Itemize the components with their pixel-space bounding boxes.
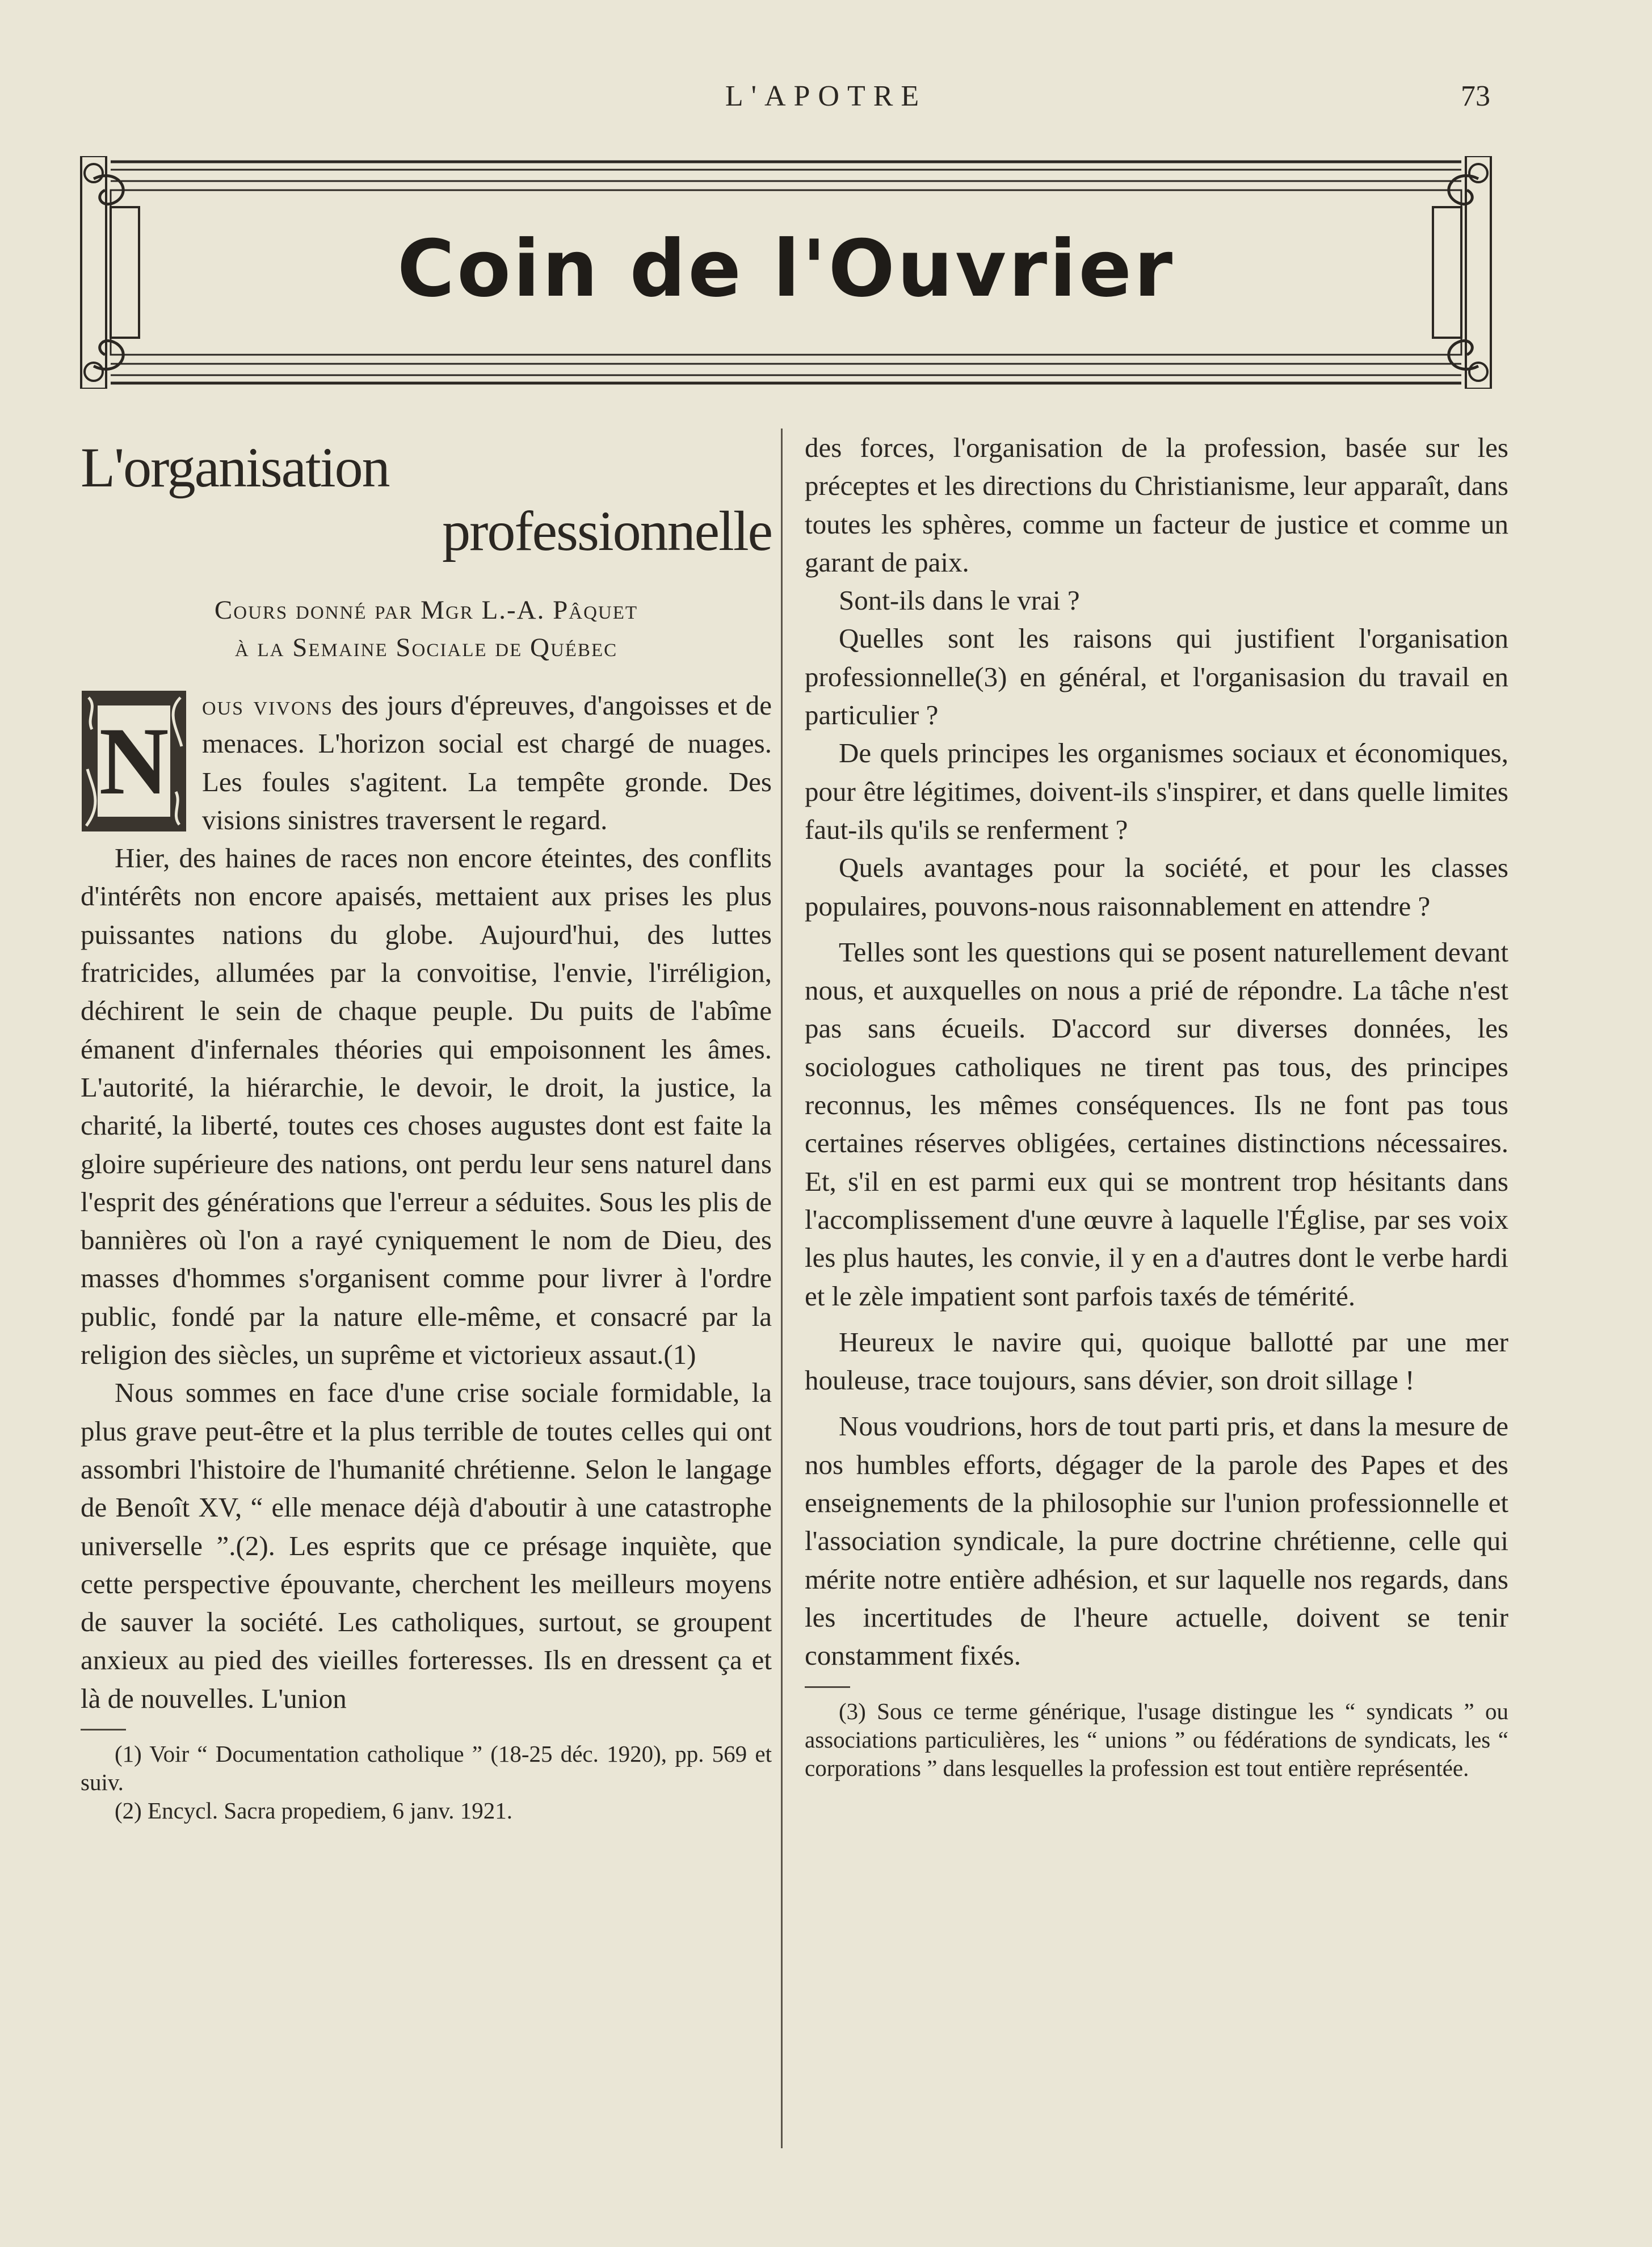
paragraph: des forces, l'organisation de la profession, basée sur les préceptes et les directions du Christianisme, leur apparaît, dans toutes les sphères, comme un facteur de justice et comme un garant de paix. [805,432,1508,578]
article-title [81,436,772,563]
paragraph: De quels principes les organismes sociaux et économiques, pour être légitimes, doivent-ils s'inspirer, et dans quelle limites faut-ils qu'ils se renferment ? [805,737,1508,845]
paragraph-lead-text: des jours d'épreuves, d'angoisses et de menaces. L'horizon social est chargé de nuages. Les foules s'agitent. La tempête gronde. Des visions sinistres traversent le regard. [202,690,772,835]
footnote-rule [805,1686,850,1688]
dropcap-letter: N [99,708,169,814]
paragraph-lead [81,686,772,839]
paragraph: Quelles sont les raisons qui justifient l'organisation professionnelle(3) en général, et l'organisasion du travail en particulier ? [805,623,1508,731]
paragraph: Nous sommes en face d'une crise sociale formidable, la plus grave peut-être et la plus terrible de toutes celles qui ont assombri l'histoire de l'humanité chrétienne. Selon le langage de Benoît XV, “ elle menace déjà d'aboutir à une catastrophe universelle ”.(2). Les esprits que ce présage inquiète, que cette perspective épouvante, cherchent les meilleurs moyens de sauver la société. Les catholiques, surtout, se groupent anxieux au pied des vieilles forteresses. Ils en dressent ça et là de nouvelles. L'union [81,1377,772,1714]
paragraph: Sont-ils dans le vrai ? [839,585,1080,616]
article-title-line1: L'organisation [81,436,389,499]
right-column [805,429,1508,1782]
left-column [81,436,772,1825]
byline-line2: à la Semaine Sociale de Québec [234,633,618,662]
footnotes-left [81,1740,772,1825]
column-divider [781,429,783,2148]
lead-smallcaps: ous vivons [202,690,333,721]
paragraph: Heureux le navire qui, quoique ballotté par une mer houleuse, trace toujours, sans dévier, son droit sillage ! [805,1326,1508,1396]
section-title: Coin de l'Ouvrier [397,223,1175,314]
running-header [0,79,1652,119]
page-number: 73 [1461,80,1490,112]
byline [81,591,772,666]
footnote-rule [81,1729,126,1731]
footnotes-right [805,1697,1508,1782]
running-title: L'APOTRE [725,80,927,112]
footnote: (1) Voir “ Documentation catholique ” (18-25 déc. 1920), pp. 569 et suiv. [81,1741,772,1796]
paragraph: Hier, des haines de races non encore éteintes, des conflits d'intérêts non encore apaisés, mettaient aux prises les plus puissantes nations du globe. Aujourd'hui, des luttes fratricides, allumées par la convoitise, l'envie, l'irréligion, déchirent le sein de chaque peuple. Du puits de l'abîme émanent d'infernales théories qui empoisonnent les âmes. L'autorité, la hiérarchie, le devoir, le droit, la justice, la charité, la liberté, toutes ces choses augustes dont est faite la gloire supérieure des nations, ont perdu leur sens naturel dans l'esprit des générations que l'erreur a séduites. Sous les plis de bannières où l'on a rayé cyniquement le nom de Dieu, des masses d'hommes s'organisent comme pour livrer à l'ordre public, fondé par la nature elle-même, et consacré par la religion des siècles, un suprême et victorieux assaut.(1) [81,842,772,1371]
footnote: (2) Encycl. Sacra propediem, 6 janv. 1921. [115,1797,512,1824]
byline-line1: Cours donné par Mgr L.-A. Pâquet [214,595,638,625]
paragraph: Telles sont les questions qui se posent naturellement devant nous, et auxquelles on nous a prié de répondre. La tâche n'est pas sans écueils. D'accord sur diverses données, les sociologues catholiques ne tirent pas tous, des principes reconnus, les mêmes conséquences. Ils ne font pas tous certaines réserves obligées, certaines distinctions nécessaires. Et, s'il en est parmi eux qui se montrent trop hésitants dans l'accomplissement d'une œuvre à laquelle l'Église, par ses voix les plus hautes, les convie, il y en a d'autres dont le verbe hardi et le zèle impatient sont parfois taxés de témérité. [805,936,1508,1312]
section-banner [77,156,1495,389]
dropcap-initial [81,690,187,833]
article-title-line2: professionnelle [442,499,772,562]
paragraph: Nous voudrions, hors de tout parti pris, et dans la mesure de nos humbles efforts, dégager de la parole des Papes et des enseignements de la philosophie sur l'union professionnelle et l'association syndicale, la pure doctrine chrétienne, celle qui mérite notre entière adhésion, et sur laquelle nos regards, dans les incertitudes de l'heure actuelle, doivent se tenir constamment fixés. [805,1410,1508,1671]
footnote: (3) Sous ce terme générique, l'usage distingue les “ syndicats ” ou associations particulières, les “ unions ” ou fédérations de syndicats, les “ corporations ” dans lesquelles la profession est tout entière représentée. [805,1698,1508,1781]
paragraph: Quels avantages pour la société, et pour les classes populaires, pouvons-nous raisonnablement en attendre ? [805,852,1508,922]
